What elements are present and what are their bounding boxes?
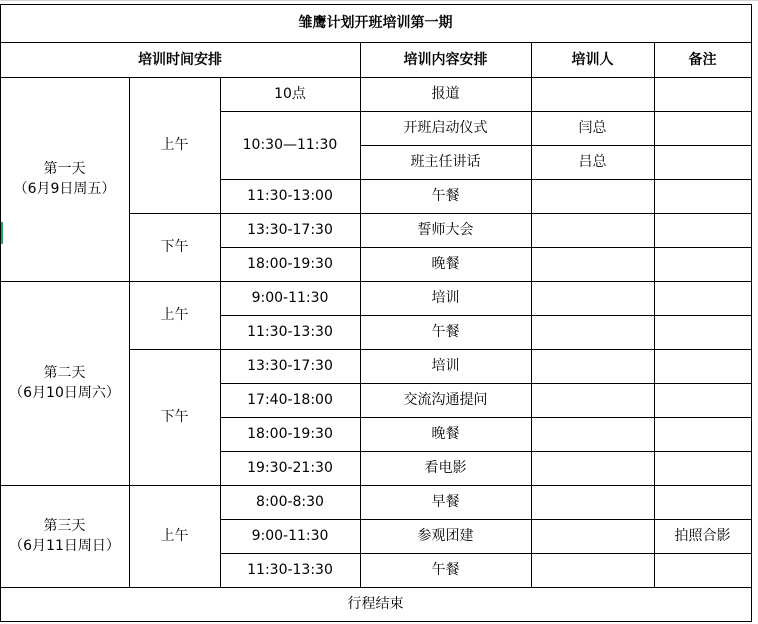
content-cell: 报道: [431, 86, 460, 102]
content-cell: 培训: [431, 358, 460, 374]
note-cell: [654, 247, 751, 281]
table-line: [129, 77, 130, 587]
trainer-cell: [531, 77, 654, 111]
time-cell: 8:00-8:30: [256, 494, 324, 510]
note-cell: [654, 179, 751, 213]
trainer-cell: [531, 281, 654, 315]
table-line: [0, 4, 1, 621]
time-cell: 11:30-13:00: [247, 188, 333, 204]
note-cell: [654, 315, 751, 349]
header-content-arrangement: 培训内容安排: [403, 51, 488, 68]
content-cell: 午餐: [431, 324, 460, 340]
note-cell: [654, 111, 751, 145]
period-label: 下午: [160, 409, 189, 425]
note-cell: 拍照合影: [674, 528, 731, 544]
time-cell: 17:40-18:00: [247, 392, 333, 408]
trainer-cell: [531, 213, 654, 247]
header-time-arrangement: 培训时间安排: [138, 51, 222, 68]
time-cell: 9:00-11:30: [251, 528, 329, 544]
table-line: [220, 77, 221, 587]
day-label: 第三天 （6月11日周日）: [9, 518, 120, 554]
table-line: [0, 42, 752, 43]
content-cell: 晚餐: [431, 426, 460, 442]
table-line: [0, 4, 752, 5]
time-cell: 10点: [274, 86, 306, 102]
time-cell: 11:30-13:30: [247, 324, 333, 340]
trainer-cell: [531, 179, 654, 213]
header-notes: 备注: [688, 51, 717, 68]
content-cell: 培训: [431, 290, 460, 306]
time-cell: 19:30-21:30: [247, 460, 333, 476]
time-cell: 9:00-11:30: [251, 290, 329, 306]
trainer-cell: [531, 451, 654, 485]
table-line: [360, 42, 361, 77]
period-label: 上午: [160, 137, 189, 153]
trainer-cell: [531, 383, 654, 417]
period-label: 上午: [160, 307, 189, 323]
table-line: [751, 4, 752, 622]
content-cell: 参观团建: [417, 528, 474, 544]
trainer-cell: 闫总: [578, 120, 607, 136]
note-cell: [654, 145, 751, 179]
note-cell: [654, 383, 751, 417]
sheet-title: 雏鹰计划开班培训第一期: [298, 15, 453, 31]
content-cell: 看电影: [424, 460, 467, 476]
trainer-cell: [531, 485, 654, 519]
time-cell: 18:00-19:30: [247, 256, 333, 272]
note-cell: [654, 77, 751, 111]
content-cell: 早餐: [431, 494, 460, 510]
time-cell: 11:30-13:30: [247, 562, 333, 578]
schedule-footer: 行程结束: [347, 596, 404, 612]
trainer-cell: [531, 349, 654, 383]
content-cell: 开班启动仪式: [403, 120, 488, 136]
note-cell: [654, 553, 751, 587]
trainer-cell: [531, 417, 654, 451]
note-cell: [654, 451, 751, 485]
note-cell: [654, 349, 751, 383]
content-cell: 午餐: [431, 188, 460, 204]
note-cell: [654, 213, 751, 247]
content-cell: 班主任讲话: [410, 154, 481, 170]
period-label: 上午: [160, 528, 189, 544]
time-cell: 18:00-19:30: [247, 426, 333, 442]
content-cell: 交流沟通提问: [403, 392, 488, 408]
time-cell: 10:30—11:30: [242, 137, 338, 153]
content-cell: 午餐: [431, 562, 460, 578]
content-cell: 誓师大会: [417, 222, 474, 238]
day-label: 第二天 （6月10日周六）: [9, 365, 120, 401]
header-trainer: 培训人: [571, 51, 614, 68]
table-line: [531, 77, 532, 587]
grid-line: [0, 0, 758, 1]
trainer-cell: [531, 519, 654, 553]
time-cell: 13:30-17:30: [247, 222, 333, 238]
time-cell: 13:30-17:30: [247, 358, 333, 374]
trainer-cell: [531, 315, 654, 349]
table-line: [531, 42, 532, 77]
trainer-cell: 吕总: [578, 154, 607, 170]
note-cell: [654, 485, 751, 519]
table-line: [654, 77, 655, 587]
trainer-cell: [531, 247, 654, 281]
table-line: [654, 42, 655, 77]
period-label: 下午: [160, 239, 189, 255]
day-label: 第一天 （6月9日周五）: [13, 161, 116, 197]
content-cell: 晚餐: [431, 256, 460, 272]
note-cell: [654, 281, 751, 315]
trainer-cell: [531, 553, 654, 587]
table-line: [0, 621, 752, 622]
table-line: [360, 77, 361, 587]
note-cell: [654, 417, 751, 451]
